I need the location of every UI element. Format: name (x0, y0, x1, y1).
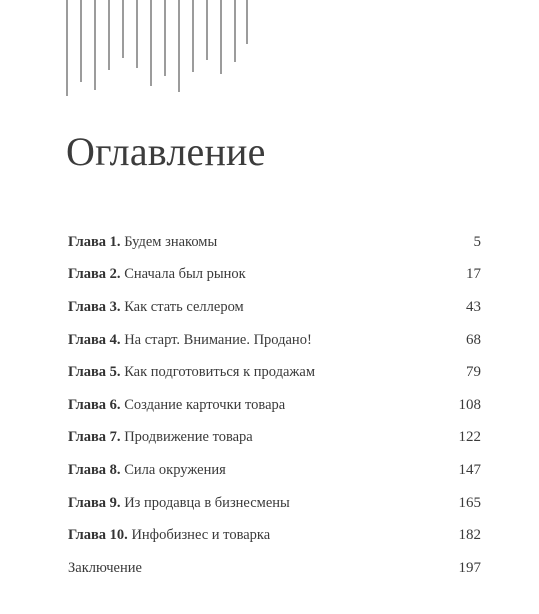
toc-entry[interactable] (68, 552, 481, 585)
toc-chapter-number: Глава 9. (68, 494, 121, 511)
toc-entry[interactable] (68, 422, 481, 455)
toc-entry-label (68, 560, 142, 577)
toc-entry-label (68, 332, 312, 349)
decor-line (136, 0, 138, 68)
decor-line (220, 0, 222, 74)
toc-entry[interactable] (68, 487, 481, 520)
decor-line (192, 0, 194, 72)
toc-chapter-name: Будем знакомы (124, 233, 218, 250)
toc-chapter-name: Продвижение товара (124, 429, 253, 446)
toc-page-number: 17 (466, 266, 481, 283)
toc-chapter-number: Глава 2. (68, 266, 121, 283)
toc-entry-label (68, 429, 253, 446)
toc-chapter-name: Сила окружения (124, 461, 226, 478)
decor-line (206, 0, 208, 60)
decor-line (108, 0, 110, 70)
toc-page-number: 108 (458, 396, 481, 413)
toc-entry-label (68, 495, 290, 512)
toc-chapter-name: Создание карточки товара (124, 396, 286, 413)
toc-chapter-number: Глава 8. (68, 461, 121, 478)
toc-page-number: 5 (473, 233, 481, 250)
toc-chapter-number: Глава 5. (68, 364, 121, 381)
decor-line (164, 0, 166, 76)
toc-chapter-name: Заключение (68, 559, 142, 576)
page-title: Оглавление (66, 129, 266, 174)
toc-chapter-name: Как стать селлером (124, 298, 244, 315)
toc-entry-label (68, 527, 270, 544)
table-of-contents (68, 226, 481, 585)
decor-line (150, 0, 152, 86)
toc-entry[interactable] (68, 454, 481, 487)
toc-chapter-number: Глава 10. (68, 527, 128, 544)
decor-line (122, 0, 124, 58)
toc-chapter-number: Глава 6. (68, 396, 121, 413)
toc-chapter-name: Инфобизнес и товарка (131, 527, 271, 544)
toc-page-number: 122 (458, 429, 481, 446)
toc-page-number: 165 (458, 494, 481, 511)
toc-page-number: 147 (458, 461, 481, 478)
decor-line (178, 0, 180, 92)
decor-line (66, 0, 68, 96)
decor-line (246, 0, 248, 44)
toc-page-number: 68 (466, 331, 481, 348)
toc-entry-label (68, 266, 246, 283)
toc-page-number: 197 (458, 559, 481, 576)
toc-entry[interactable] (68, 324, 481, 357)
toc-chapter-number: Глава 7. (68, 429, 121, 446)
decor-line (234, 0, 236, 62)
toc-chapter-name: На старт. Внимание. Продано! (124, 331, 312, 348)
toc-chapter-number: Глава 3. (68, 298, 121, 315)
toc-entry-label (68, 364, 315, 381)
decor-line (94, 0, 96, 90)
toc-entry[interactable] (68, 259, 481, 292)
toc-entry-label (68, 234, 217, 251)
toc-entry-label (68, 299, 244, 316)
toc-entry[interactable] (68, 226, 481, 259)
toc-entry[interactable] (68, 291, 481, 324)
toc-chapter-name: Как подготовиться к продажам (124, 364, 316, 381)
toc-chapter-name: Сначала был рынок (124, 266, 246, 283)
toc-entry-label (68, 462, 226, 479)
toc-entry[interactable] (68, 389, 481, 422)
toc-entry[interactable] (68, 356, 481, 389)
toc-chapter-name: Из продавца в бизнесмены (124, 494, 290, 511)
toc-chapter-number: Глава 4. (68, 331, 121, 348)
decor-line (80, 0, 82, 82)
decorative-vertical-lines (0, 0, 539, 110)
toc-page-number: 79 (466, 364, 481, 381)
toc-chapter-number: Глава 1. (68, 233, 121, 250)
toc-entry[interactable] (68, 519, 481, 552)
toc-page-number: 182 (458, 527, 481, 544)
toc-entry-label (68, 397, 285, 414)
toc-page-number: 43 (466, 298, 481, 315)
